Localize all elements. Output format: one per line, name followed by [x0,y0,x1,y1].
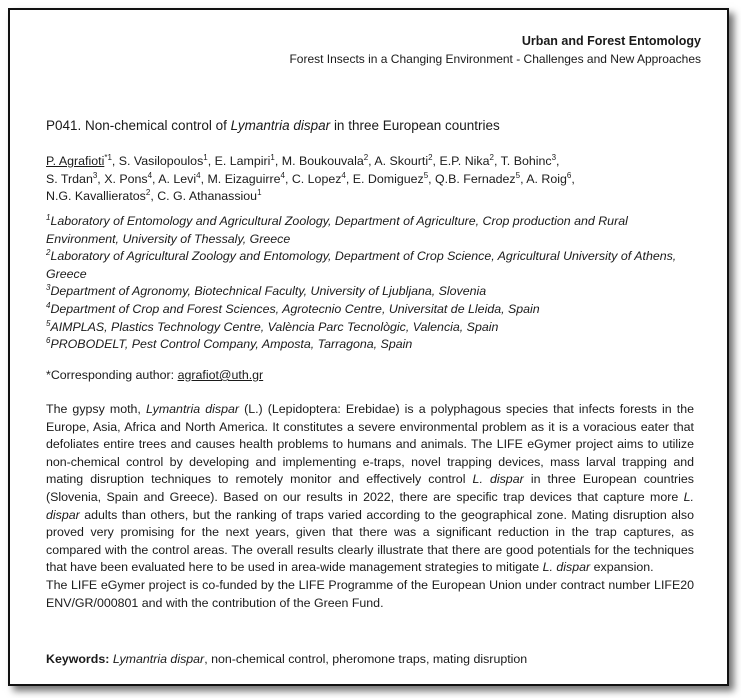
corresponding-label: *Corresponding author: [46,368,175,382]
author [46,154,112,168]
author [158,172,200,186]
affiliation-text: Laboratory of Entomology and Agricultural Zoology, Department of Agriculture, Crop production and Rural Environment, University of Thessaly, Greece [46,214,628,246]
author-sup: 1 [203,152,208,162]
author [439,154,494,168]
author-sup: 4 [280,170,285,180]
author-sup: 2 [145,188,151,198]
author-name: A. Levi [158,171,197,186]
author-sup: 3 [92,170,98,180]
species-name: L. dispar [472,472,524,487]
affiliation [46,283,694,301]
author-name: A. Roig [526,171,567,186]
author-name: C. Lopez [291,171,342,186]
author [282,154,368,168]
author-name: P. Agrafioti [46,154,105,168]
affiliation-sup: 2 [46,248,51,258]
author-name: M. Boukouvala [281,154,364,168]
affiliation [46,319,694,337]
author [526,172,571,186]
corresponding-author [46,367,694,385]
author-sup: 3 [551,152,557,162]
affiliation-list [46,213,694,354]
author-name: N.G. Kavallieratos [46,189,146,204]
abstract-text: adults than others, but the ranking of traps varied according to the geographical zone. Mating disruption also proved very promising for the next years, given that there was a significant reduction in the trap captures, as compared with the control areas. The overall results clearly illustrate that there are good potentials for the techniques that have been evaluated here to be used in area-wide management strategies to mitigate [46,507,694,575]
affiliation [46,336,694,354]
author [104,172,152,186]
author-sup: 5 [423,170,429,180]
abstract-text: expansion. [593,560,654,575]
abstract-text: The gypsy moth, [46,402,141,416]
corresponding-email-link[interactable]: agrafiot@uth.gr [177,368,264,382]
affiliation-text: Department of Agronomy, Biotechnical Faculty, University of Ljubljana, Slovenia [50,284,487,299]
author [501,154,556,168]
author-sup: 5 [515,170,521,180]
affiliation-sup: 6 [46,336,51,346]
author-sup: *1 [104,152,112,162]
author [46,189,150,203]
author-name: E. Domiguez [352,171,424,186]
title-suffix: in three European countries [333,118,500,133]
author-name: T. Bohinc [500,154,552,168]
species-name: L. dispar [542,560,591,575]
author [353,172,428,186]
species-name: L. dispar [46,489,694,522]
author [207,172,284,186]
affiliation-sup: 5 [46,318,51,328]
author [374,154,432,168]
author-name: E. Lampiri [214,154,271,168]
abstract-text: in three European countries (Slovenia, Spain and Greece). Based on our results in 2022, there are specific trap devices that capture more [46,472,694,504]
page-frame [8,8,729,686]
author-name: S. Trdan [46,171,93,186]
abstract-paragraph [46,401,694,577]
author-sup: 4 [341,170,346,180]
title-prefix: P041. Non-chemical control of [46,118,227,133]
affiliation-text: Department of Crop and Forest Sciences, Agrotecnio Centre, Universitat de Lleida, Spain [50,301,540,316]
abstract-text: (L.) (Lepidoptera: Erebidae) is a polyphagous species that infects forests in the Europe, Asia, Africa and North America. It constitutes a severe environmental problem as it is a voracious eater that defoliates entire trees and causes health problems to humans and animals. The LIFE eGymer project aims to utilize non-chemical control by developing and implementing e-traps, novel trapping devices, mass larval trapping and mating disruption techniques to remotely monitor and effectively control [46,402,695,487]
author-sup: 6 [566,170,572,180]
author-name: X. Pons [104,171,148,186]
keywords-label: Keywords: [46,652,110,666]
author-name: S. Vasilopoulos [118,154,204,168]
author-sup: 4 [147,170,153,180]
author [435,172,520,186]
affiliation-sup: 3 [46,283,51,293]
author-sup: 1 [257,188,262,198]
affiliation-sup: 1 [46,212,51,222]
keywords-list: , non-chemical control, pheromone traps, mating disruption [204,652,528,666]
author [119,154,208,168]
author [215,154,275,168]
affiliation [46,213,694,248]
author-sup: 2 [428,152,433,162]
author-sup: 2 [489,152,494,162]
keyword-species: Lymantria dispar [112,652,205,666]
header-title: Urban and Forest Entomology [521,34,701,48]
author-name: C. G. Athanassiou [157,189,258,204]
keywords [46,651,694,669]
author-sup: 4 [196,170,201,180]
header-subtitle: Forest Insects in a Changing Environment - Challenges and New Approaches [289,52,701,66]
author [292,172,346,186]
author-sup: 2 [363,152,369,162]
affiliation-sup: 4 [46,300,51,310]
author [157,189,261,203]
species-name: Lymantria dispar [145,402,239,416]
author-sup: 1 [270,152,275,162]
author [46,172,97,186]
author-name: Q.B. Fernadez [435,171,516,186]
affiliation-text: PROBODELT, Pest Control Company, Amposta, Tarragona, Spain [50,337,413,352]
paper-title [46,118,500,133]
affiliation-text: Laboratory of Agricultural Zoology and Entomology, Department of Crop Science, Agricultural University of Athens, Greece [46,249,677,281]
affiliation-text: AIMPLAS, Plastics Technology Centre, València Parc Tecnològic, Valencia, Spain [50,319,499,334]
author-name: M. Eizaguirre [207,171,281,186]
affiliation [46,248,694,283]
author-name: E.P. Nika [439,154,490,168]
affiliation [46,301,694,319]
author-name: A. Skourti [374,154,429,168]
title-species: Lymantria dispar [230,118,331,133]
abstract [46,401,694,612]
funding-statement: The LIFE eGymer project is co-funded by the LIFE Programme of the European Union under contract number LIFE20 ENV/GR/000801 and with the contribution of the Green Fund. [46,577,694,610]
author-list: P. Agrafioti$^{*1}$, S. Vasilopoulos$^1$, E. Lampiri$^1$, M. Boukouvala$^2$, A. Skourti$^2$, E.P. Nika$^2$, T. Bohinc$^3$, S. Trdan$^3$, X. Pons$^4$, A. Levi$^4$, M. Eizaguirre$^4$, C. Lopez$^4$, E. Domiguez$^5$, Q.B. Fernadez$^5$, A. Roig$^6$, N.G. Kavallieratos$^2$, C. G. Athanassiou$^1$ [46,152,575,204]
